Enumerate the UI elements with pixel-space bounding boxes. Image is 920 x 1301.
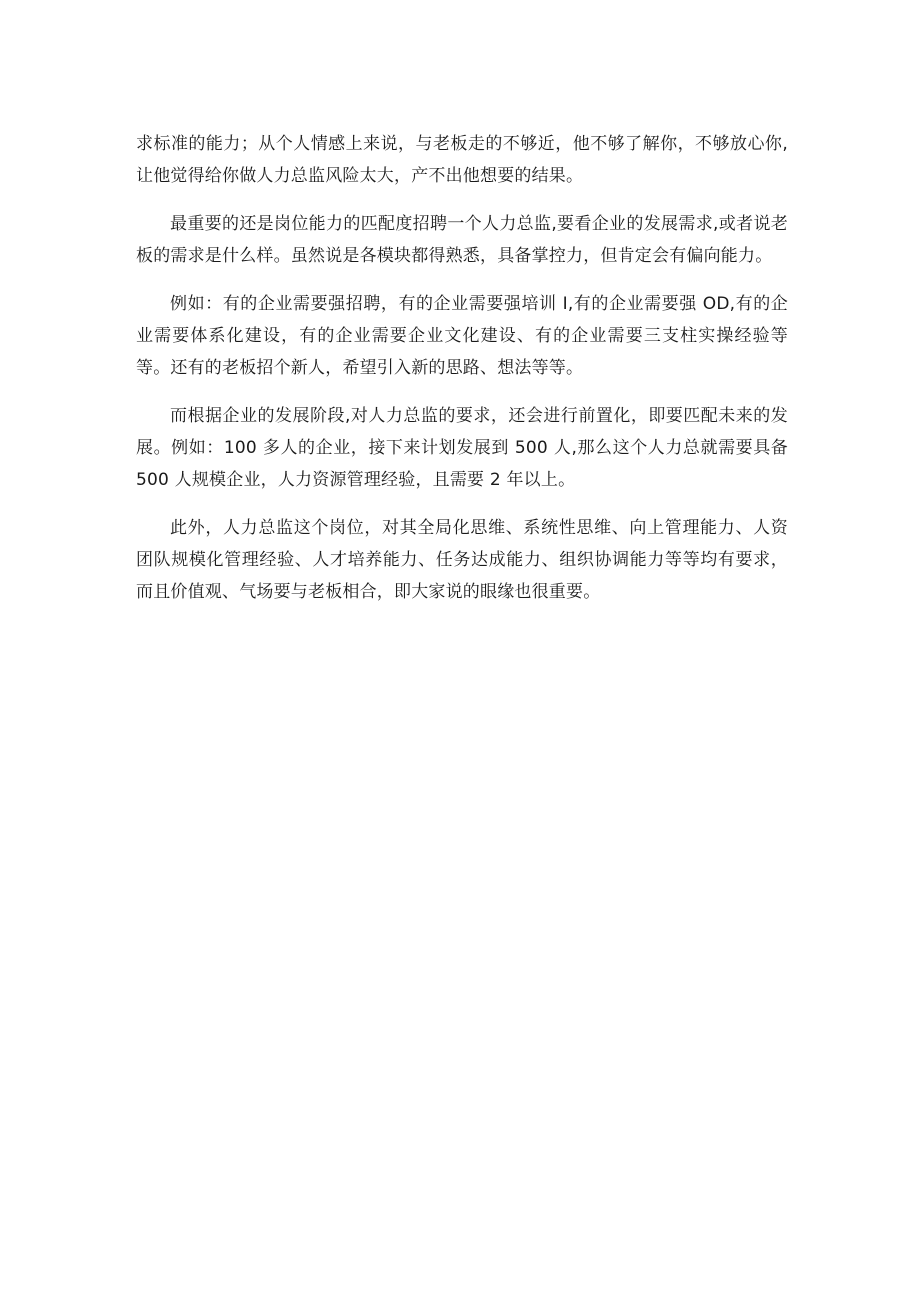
document-body [136, 128, 788, 624]
paragraph-2: 最重要的还是岗位能力的匹配度招聘一个人力总监,要看企业的发展需求,或者说老板的需求是什么样。虽然说是各模块都得熟悉，具备掌控力，但肯定会有偏向能力。 [136, 214, 788, 266]
paragraph-5: 此外，人力总监这个岗位，对其全局化思维、系统性思维、向上管理能力、人资团队规模化管理经验、人才培养能力、任务达成能力、组织协调能力等等均有要求，而且价值观、气场要与老板相合，即大家说的眼缘也很重要。 [136, 518, 788, 602]
paragraph-1: 求标准的能力；从个人情感上来说，与老板走的不够近，他不够了解你，不够放心你,让他觉得给你做人力总监风险太大，产不出他想要的结果。 [136, 134, 788, 186]
paragraph-3: 例如：有的企业需要强招聘，有的企业需要强培训 I,有的企业需要强 OD,有的企业需要体系化建设，有的企业需要企业文化建设、有的企业需要三支柱实操经验等等。还有的老板招个新人，希望引入新的思路、想法等等。 [136, 294, 788, 378]
paragraph-4: 而根据企业的发展阶段,对人力总监的要求，还会进行前置化，即要匹配未来的发展。例如：100 多人的企业，接下来计划发展到 500 人,那么这个人力总就需要具备 500 人规模企业，人力资源管理经验，且需要 2 年以上。 [136, 406, 788, 490]
